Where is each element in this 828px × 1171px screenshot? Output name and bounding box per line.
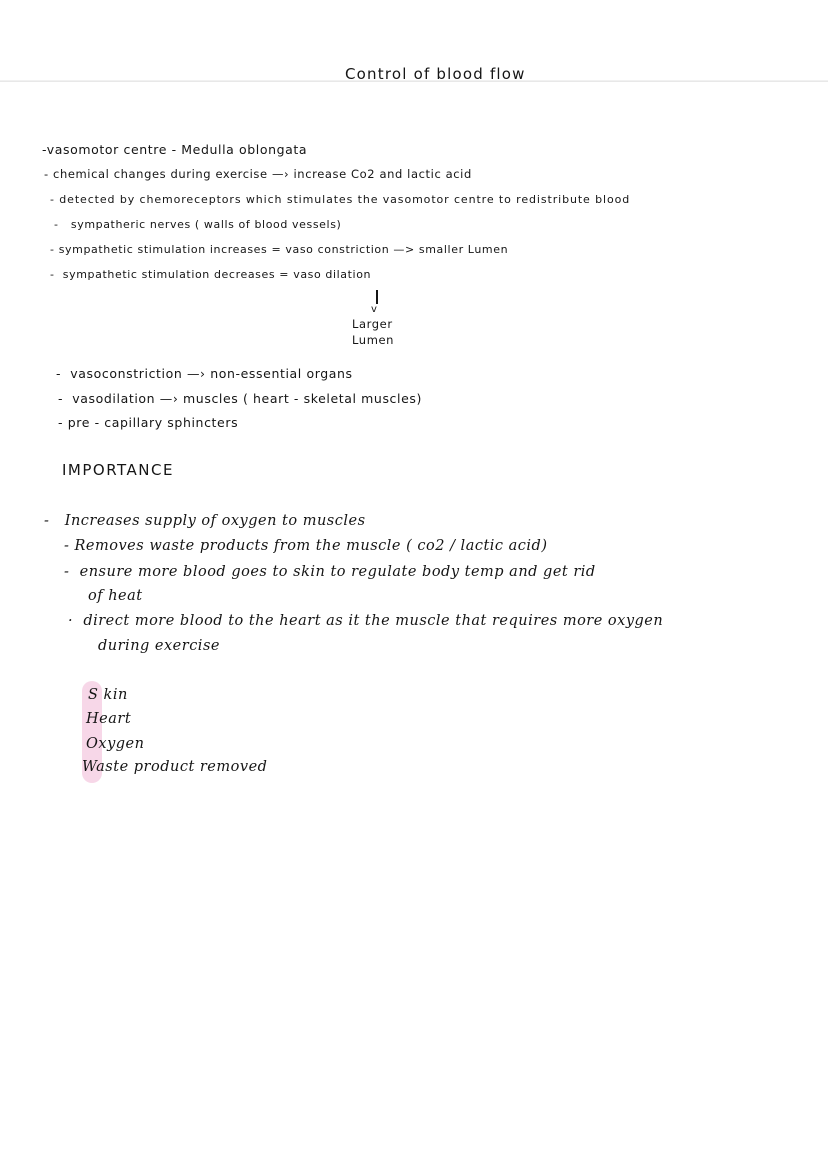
mnemonic-letter: W [82, 759, 97, 775]
point-text: direct more blood to the heart as it the muscle that requires more oxygen [83, 613, 664, 629]
note-text: sympathetic stimulation decreases = vaso dilation [62, 268, 372, 281]
bullet: - [56, 366, 62, 381]
mnemonic-rest: eart [99, 711, 132, 727]
bullet: - [44, 513, 50, 529]
bullet: - [58, 415, 64, 430]
importance-point [64, 539, 548, 554]
note-text: pre - capillary sphincters [67, 415, 239, 430]
note-line [56, 368, 353, 381]
bullet: - [50, 268, 55, 281]
note-line [58, 393, 422, 406]
importance-point [44, 514, 366, 529]
bottom-margin [0, 1126, 828, 1171]
mnemonic-item [86, 712, 131, 727]
note-text: detected by chemoreceptors which stimulates the vasomotor centre to redistribute blood [59, 193, 631, 206]
section-heading-importance: IMPORTANCE [62, 461, 174, 479]
point-text: Removes waste products from the muscle ( co2 / lactic acid) [74, 538, 548, 554]
importance-point [68, 614, 663, 629]
note-text: chemical changes during exercise —› increase Co2 and lactic acid [53, 167, 472, 181]
note-line [50, 269, 371, 280]
mnemonic-rest: xygen [98, 736, 145, 752]
mnemonic-letter: O [86, 736, 99, 752]
note-text: sympathetic stimulation increases = vaso constriction —> smaller Lumen [58, 243, 509, 256]
note-line [44, 169, 472, 181]
bullet: - [50, 193, 55, 206]
bullet: - [54, 218, 59, 231]
bullet: - [64, 538, 70, 554]
importance-point [64, 565, 596, 580]
mnemonic-item [86, 737, 144, 752]
bullet: · [68, 613, 74, 629]
note-line [58, 417, 238, 430]
point-text: ensure more blood goes to skin to regulate body temp and get rid [79, 564, 596, 580]
bullet: - [44, 167, 49, 181]
mnemonic-rest: kin [98, 687, 128, 703]
mnemonic-letter: S [88, 687, 99, 703]
mnemonic-letter: H [86, 711, 100, 727]
point-text: Increases supply of oxygen to muscles [64, 513, 366, 529]
note-text: vasomotor centre - Medulla oblongata [46, 142, 308, 157]
bullet: - [64, 564, 70, 580]
mnemonic-item [82, 760, 267, 775]
arrow-head-icon: v [371, 304, 378, 315]
note-text: sympatheric nerves ( walls of blood vessels) [70, 218, 342, 231]
result-line-1: Larger [352, 317, 393, 331]
note-line [50, 194, 630, 205]
result-line-2: Lumen [352, 333, 395, 347]
note-line [50, 244, 508, 255]
mnemonic-item [88, 688, 128, 703]
arrow-stem [376, 290, 378, 304]
bullet: - [58, 391, 64, 406]
note-text: vasodilation —› muscles ( heart - skeletal muscles) [72, 391, 422, 406]
mnemonic-rest: aste product removed [96, 759, 268, 775]
page-title: Control of blood flow [345, 65, 526, 83]
note-text: vasoconstriction —› non-essential organs [70, 366, 353, 381]
importance-point-continuation: during exercise [98, 638, 220, 654]
bullet: - [42, 142, 47, 157]
bullet: - [50, 243, 55, 256]
note-line [42, 144, 307, 157]
importance-point-continuation: of heat [88, 588, 143, 604]
note-line [54, 219, 341, 230]
